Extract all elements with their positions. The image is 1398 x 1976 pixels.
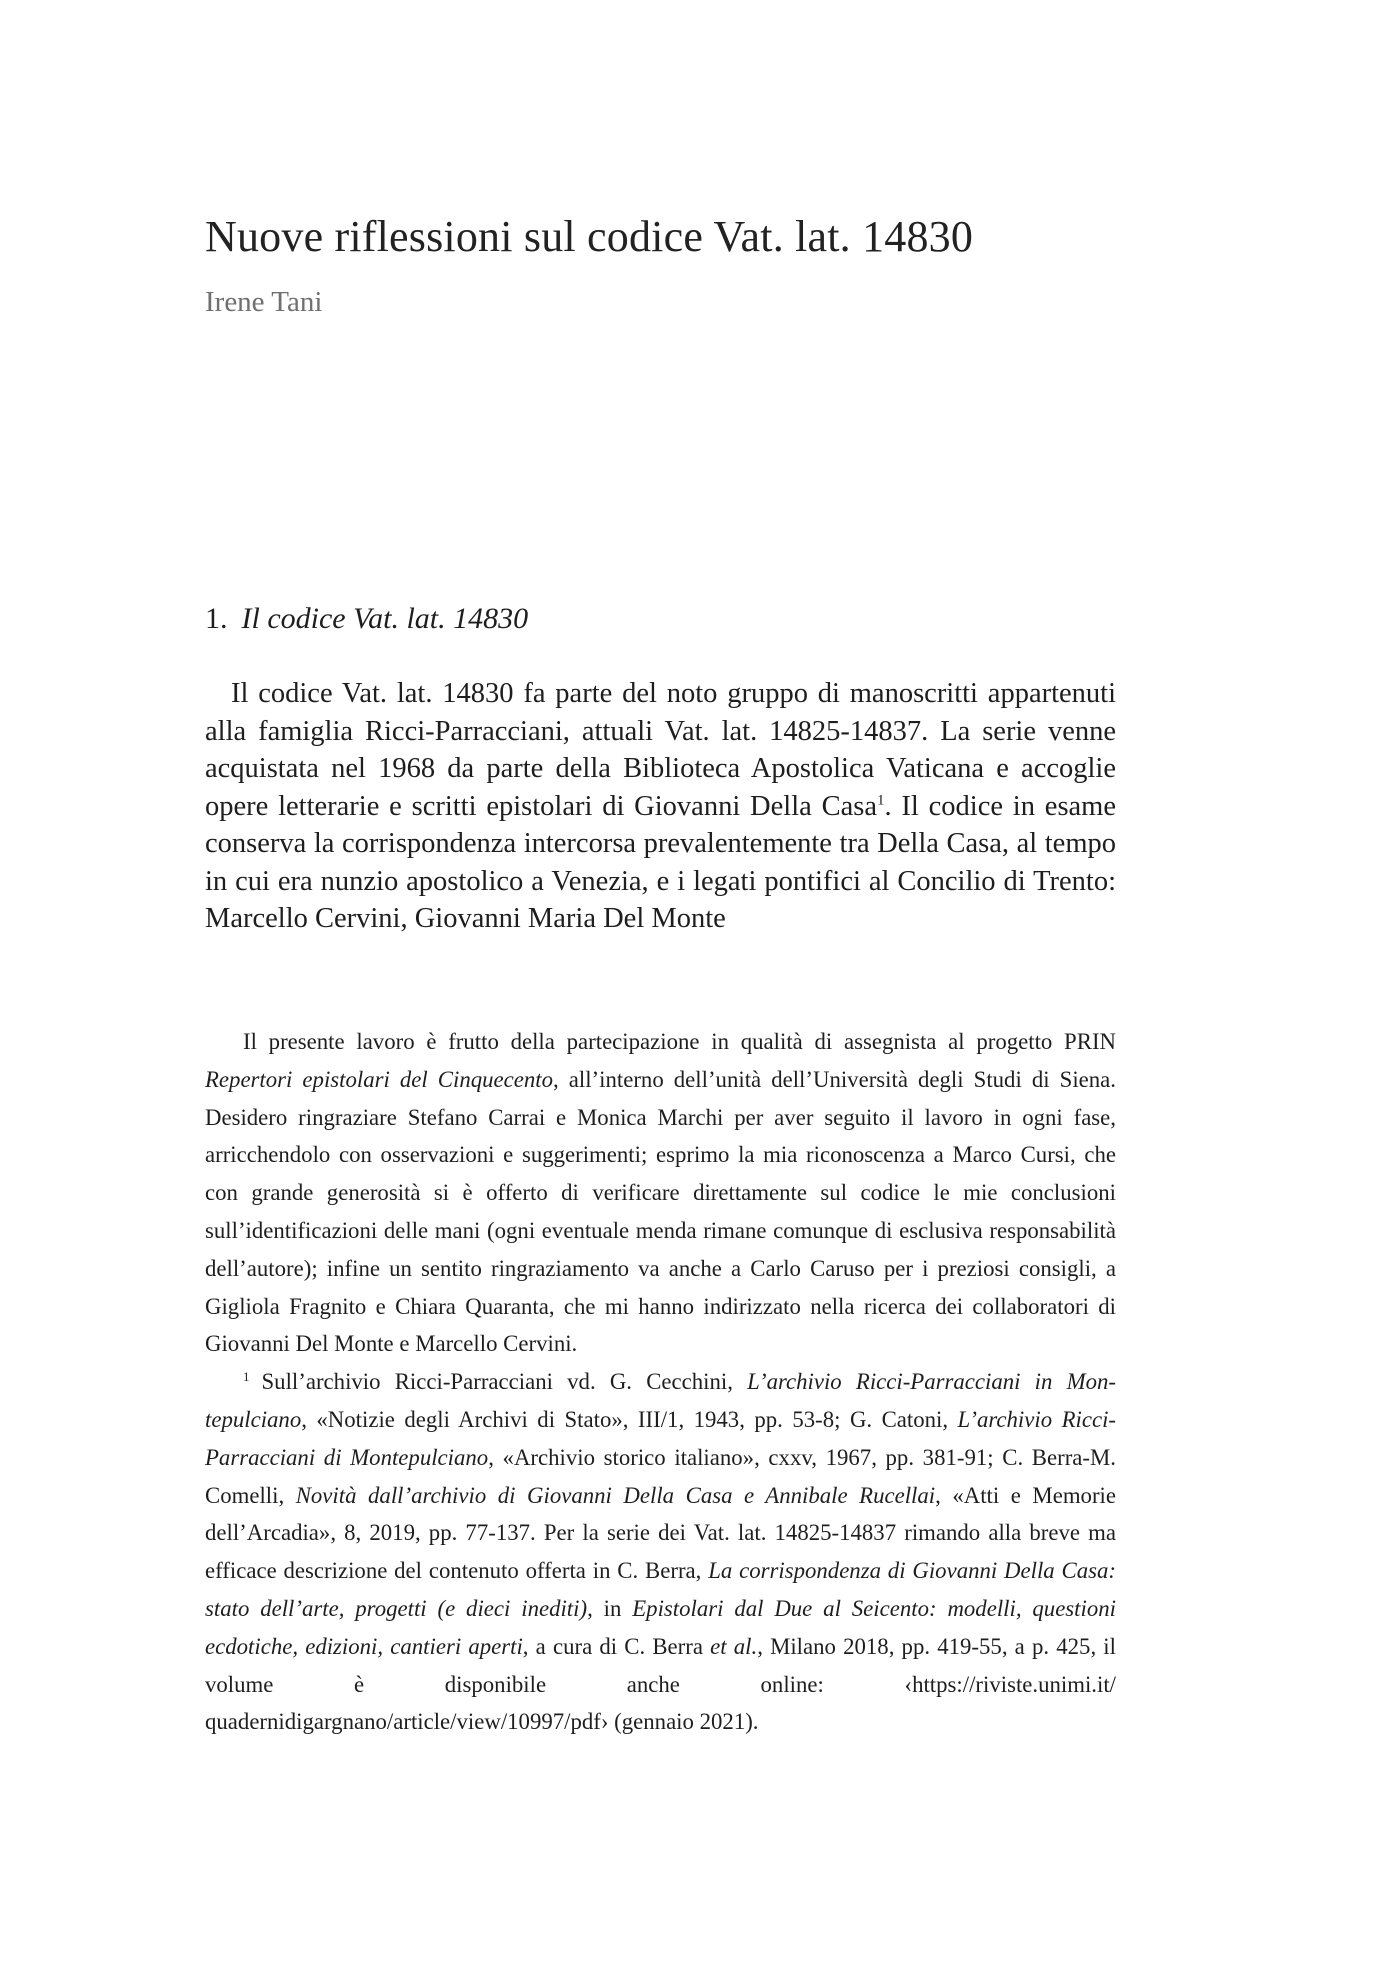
footnote-italic: et al. (710, 1633, 758, 1659)
footnotes-area (205, 1023, 1116, 1741)
footnote-text: , «Atti e Memorie dell’Arcadia», 8, 2019, pp. 77-137. Per la serie dei Vat. lat. 14825-14837 rimando alla breve ma efficace descrizione del contenuto offerta in C. Berra, (205, 1482, 1116, 1584)
body-paragraph (205, 675, 1116, 938)
footnote-text: , «Notizie degli Archivi di Stato», III/1, 1943, pp. 53-8; G. Catoni, (301, 1406, 958, 1432)
footnote-marker: 1 (243, 1368, 250, 1384)
footnote-text: Il presente lavoro è frutto della partecipazione in qualità di assegnista al progetto PRIN (243, 1029, 1116, 1054)
footnote-italic: L’archivio Ricci-Parracciani in Montepulciano (205, 1369, 1116, 1432)
footnote-text: , «Archivio storico italiano», cxxv, 1967, pp. 381-91; C. Berra-M. Comelli, (205, 1444, 1116, 1508)
body-text-part-2: . Il codice in esame conserva la corrispondenza intercorsa prevalentemente tra Della Casa, al tempo in cui era nunzio apostolico a Venezia, e i legati pontifici al Concilio di Trento: Marcello Cervini, Giovanni Maria Del Monte (205, 790, 1116, 934)
footnote-text: Sull’archivio Ricci-Parracciani vd. G. Cecchini, (261, 1369, 748, 1395)
footnote-text: , a cura di C. Berra (522, 1633, 711, 1659)
section-title: Il codice Vat. lat. 14830 (241, 602, 529, 635)
author-name: Irene Tani (205, 286, 323, 318)
footnote-1 (205, 1363, 1116, 1741)
footnote-text: , all’interno dell’unità dell’Università degli Studi di Siena. Desidero ringraziare Stefano Carrai e Monica Marchi per aver seguito il lavoro in ogni fase, arricchendolo con osservazioni e suggerimenti; esprimo la mia riconoscenza a Marco Cursi, che con grande generosità si è offerto di verificare direttamente sul codice le mie conclusioni sull’identificazioni delle mani (ogni eventuale menda rimane comunque di esclusiva responsabilità dell’autore); infine un sentito ringraziamento va anche a Carlo Caruso per i preziosi consigli, a Gigliola Fragnito e Chiara Quaranta, che mi hanno indirizzato nella ricerca dei collaboratori di Giovanni Del Monte e Marcello Cervini. (205, 1066, 1116, 1357)
footnote-italic: Epistolari dal Due al Seicento: modelli, questioni ecdotiche, edizioni, cantieri aperti (205, 1595, 1116, 1659)
article-title: Nuove riflessioni sul codice Vat. lat. 14830 (205, 212, 974, 261)
footnote-italic: Novità dall’archivio di Giovanni Della Casa e Annibale Rucellai (295, 1482, 936, 1508)
footnote-italic: Repertori epistolari del Cinquecento (205, 1066, 554, 1092)
footnote-acknowledgements (205, 1023, 1116, 1363)
footnote-text: , in (587, 1595, 633, 1621)
footnote-italic: La corrispondenza di Giovanni Della Casa: stato dell’arte, progetti (e dieci inediti) (205, 1558, 1116, 1621)
section-number: 1. (205, 602, 228, 635)
footnote-reference[interactable]: 1 (876, 792, 885, 808)
footnote-italic: L’archivio Ricci-Parracciani di Montepulciano (205, 1406, 1116, 1470)
section-heading (205, 600, 528, 638)
footnote-text: , Milano 2018, pp. 419-55, a p. 425, il volume è disponibile anche online: ‹https://riviste.unimi.it/​quadernidigargnano/article/view/10997/pdf› (gennaio 2021). (205, 1633, 1116, 1735)
body-text-part-1: Il codice Vat. lat. 14830 fa parte del noto gruppo di manoscritti appartenuti alla famiglia Ricci-Parracciani, attuali Vat. lat. 14825-14837. La serie venne acquistata nel 1968 da parte della Biblioteca Apostolica Vaticana e accoglie opere letterarie e scritti epistolari di Giovanni Della Casa (205, 678, 1116, 822)
